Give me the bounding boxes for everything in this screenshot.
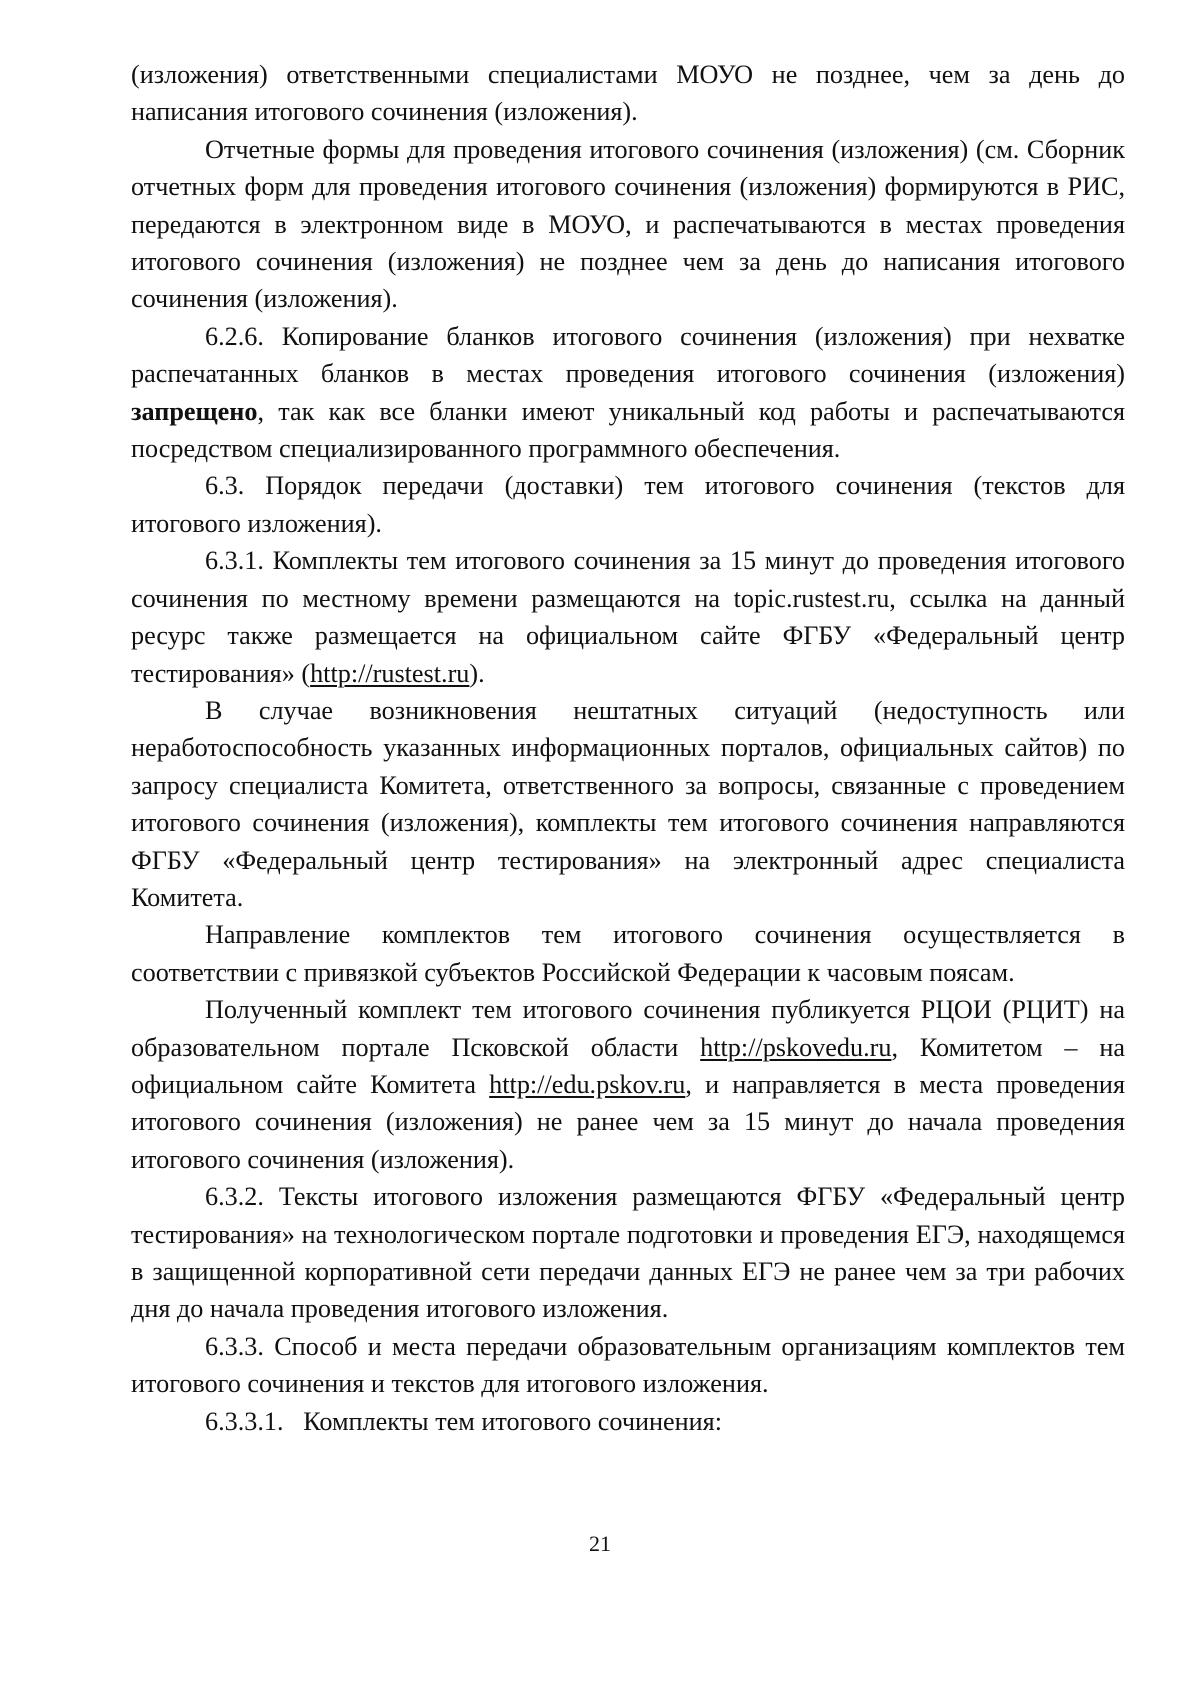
paragraph-text: В случае возникновения нештатных ситуаций (недоступность или неработоспособность указанных информационных порталов, официальных сайтов) по запросу специалиста Комитета, ответственного за вопросы, связанные с проведением итогового сочинения (изложения), комплекты тем итогового сочинения направляются ФГБУ «Федеральный центр тестирования» на электронный адрес специалиста Комитета.: [131, 695, 1125, 912]
link-pskovedu[interactable]: http://pskovedu.ru: [700, 1032, 892, 1062]
paragraph-text: 6.3.1. Комплекты тем итогового сочинения за 15 минут до проведения итогового сочинения по местному времени размещаются на topic.rustest.ru, ссылка на данный ресурс также размещается на официальном сайте ФГБУ «Федеральный центр тестирования» (: [131, 546, 1125, 688]
paragraph-continuation: [131, 56, 1125, 131]
paragraph-6-2-6: [131, 318, 1125, 468]
paragraph-timezones: [131, 916, 1125, 991]
bold-prohibited: запрещено: [131, 396, 258, 426]
paragraph-text: 6.3. Порядок передачи (доставки) тем итогового сочинения (текстов для итогового изложения).: [131, 471, 1125, 538]
page-number: 21: [589, 1531, 611, 1556]
paragraph-publication: [131, 991, 1125, 1178]
paragraph-text: 6.3.3. Способ и места передачи образовательным организациям комплектов тем итогового сочинения и текстов для итогового изложения.: [131, 1331, 1125, 1399]
paragraph-text: Полученный комплект тем итогового сочинения публикуется РЦОИ (РЦИТ) на образовательном портале Псковской области: [131, 995, 1125, 1062]
link-rustest[interactable]: http://rustest.ru: [310, 658, 470, 688]
paragraph-text: 6.3.2. Тексты итогового изложения размещаются ФГБУ «Федеральный центр тестирования» на технологическом портале подготовки и проведения ЕГЭ, находящемся в защищенной корпоративной сети передачи данных ЕГЭ не ранее чем за три рабочих дня до начала проведения итогового изложения.: [131, 1182, 1125, 1324]
paragraph-text: , Комитетом – на официальном сайте Комитета: [131, 1032, 1125, 1099]
paragraph-6-3-3-1: [131, 1403, 1125, 1440]
paragraph-text: , и направляется в места проведения итогового сочинения (изложения) не ранее чем за 15 минут до начала проведения итогового сочинения (изложения).: [131, 1069, 1125, 1174]
paragraph-emergency: [131, 692, 1125, 916]
paragraph-6-3-2: [131, 1178, 1125, 1328]
link-edu-pskov[interactable]: http://edu.pskov.ru: [489, 1069, 686, 1099]
paragraph-6-3-3: [131, 1328, 1125, 1403]
paragraph-report-forms: [131, 131, 1125, 318]
paragraph-6-3: [131, 467, 1125, 542]
document-body: [131, 56, 1125, 1440]
paragraph-text: (изложения) ответственными специалистами МОУО не позднее, чем за день до написания итогового сочинения (изложения).: [131, 60, 1125, 127]
paragraph-text: Направление комплектов тем итогового сочинения осуществляется в соответствии с привязкой субъектов Российской Федерации к часовым поясам.: [131, 920, 1125, 987]
paragraph-text: , так как все бланки имеют уникальный код работы и распечатываются посредством специализированного программного обеспечения.: [131, 396, 1125, 464]
paragraph-6-3-1: [131, 542, 1125, 692]
paragraph-text: 6.2.6. Копирование бланков итогового сочинения (изложения) при нехватке распечатанных бланков в местах проведения итогового сочинения (изложения): [131, 321, 1125, 389]
paragraph-text: Отчетные формы для проведения итогового сочинения (изложения) (см. Сборник отчетных форм для проведения итогового сочинения (изложения) формируются в РИС, передаются в электронном виде в МОУО, и распечатываются в местах проведения итогового сочинения (изложения) не позднее чем за день до написания итогового сочинения (изложения).: [131, 134, 1125, 314]
paragraph-text: 6.3.3.1. Комплекты тем итогового сочинения:: [205, 1406, 722, 1436]
paragraph-text: ).: [469, 658, 485, 688]
